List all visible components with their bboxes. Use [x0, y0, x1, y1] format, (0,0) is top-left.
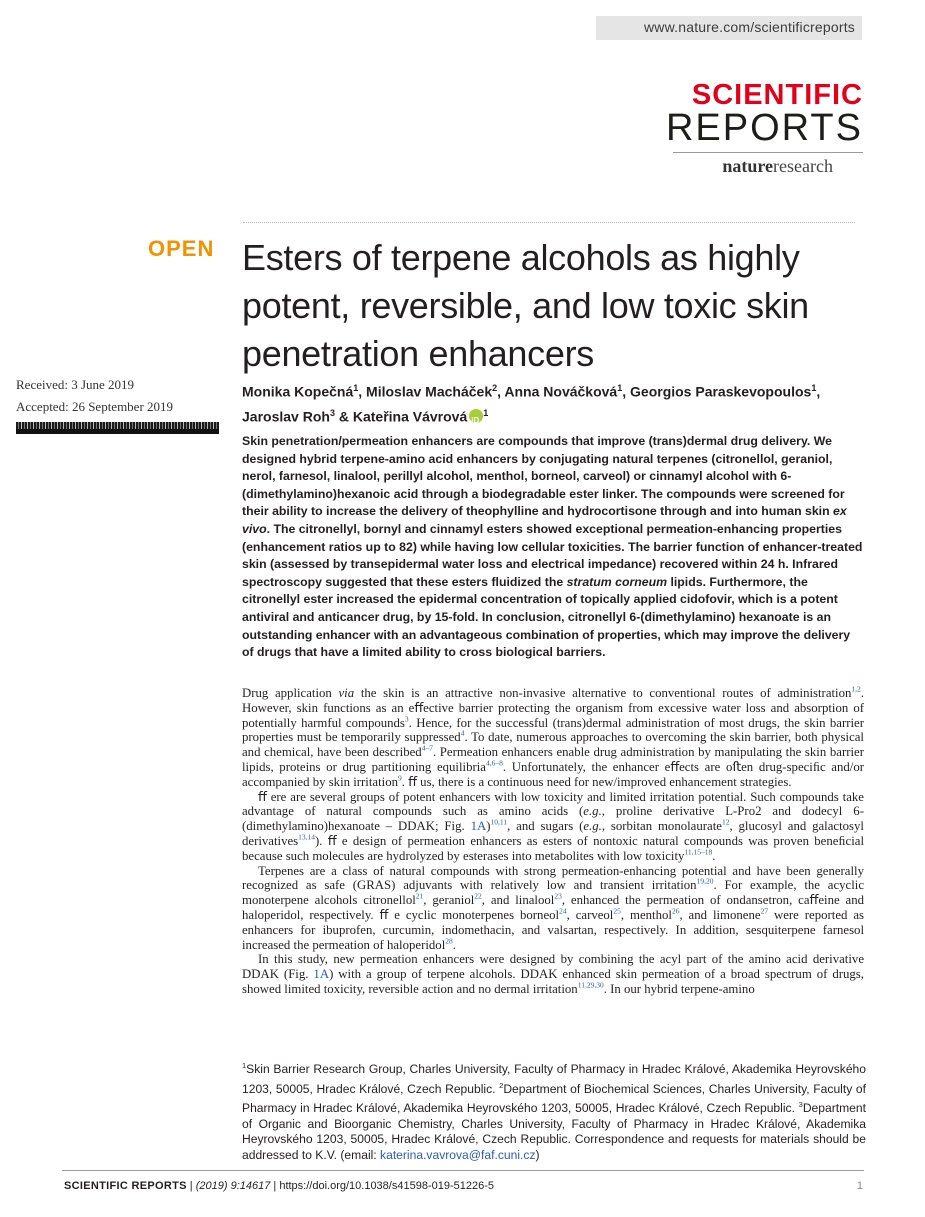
author-name[interactable]: Anna Nováčková [504, 383, 618, 400]
citation-ref[interactable]: 21 [415, 891, 424, 901]
abstract-text: lipids. Furthermore, the citronellyl ester increased the epidermal concentration of topically applied cidofovir, which is a potent antiviral and anticancer drug, by 15-fold. In conclusion, citronellyl 6-(dimethylamino) hexanoate is an outstanding enhancer with an advantageous combination of properties, which may improve the delivery of drugs that have a limited ability to cross biological barriers. [242, 574, 851, 660]
citation-ref[interactable]: 13,14 [298, 832, 316, 842]
citation-ref[interactable]: 23 [554, 891, 562, 901]
citation-ref[interactable]: 19,20 [696, 877, 714, 887]
affiliation-ref: 2 [492, 383, 498, 393]
article-body [242, 686, 864, 997]
author-list: Monika Kopečná$^1$, Miloslav Macháček$^2$, Anna Nováčková$^1$, Georgios Paraskevopoulos$^1$, Jaroslav Roh$^3$ & Kateřina VávrováiD $^1$ [242, 378, 852, 427]
citation-ref[interactable]: 4 [460, 729, 465, 739]
affiliation-ref: 1 [811, 383, 817, 393]
received-date: Received: 3 June 2019 [16, 377, 135, 392]
citation-ref[interactable]: 11,15–18 [684, 847, 713, 857]
footer-journal: SCIENTIFIC REPORTS [64, 1180, 187, 1192]
citation-ref[interactable]: 27 [760, 906, 769, 916]
author-name[interactable]: Jaroslav Roh [242, 408, 330, 425]
orcid-icon[interactable] [469, 409, 483, 423]
citation-ref[interactable]: 25 [613, 906, 621, 916]
citation-ref[interactable]: 11,29,30 [577, 980, 604, 990]
logo-publisher [666, 156, 833, 177]
logo-scientific: SCIENTIFIC [691, 79, 863, 111]
body-paragraph: Drug application via the skin is an attractive non-invasive alternative to conventional routes of administration$^{1,2}$. However, skin functions as an eﬀective barrier protecting the organism from excessive water loss and absorption of potentially harmful compounds$^3$. Hence, for the successful (trans)dermal administration of most drugs, the skin barrier properties must be temporarily suppressed$^4$. To date, numerous approaches to overcoming the skin barrier, both physical and chemical, have been described$^{4-7}$. Permeation enhancers enable drug administration by manipulating the skin barrier lipids, proteins or drug partitioning equilibria$^{4,6-8}$. Unfortunately, the enhancer eﬀects are oﬅen drug-speciﬁc and/or accompanied by skin irritation$^9$. ﬀ us, there is a continuous need for new/improved enhancement strategies. [242, 684, 865, 789]
logo-reports: REPORTS [665, 107, 863, 149]
abstract-text: Skin penetration/permeation enhancers are compounds that improve (trans)dermal drug delivery. We designed hybrid terpene-amino acid enhancers by conjugating natural terpenes (citronellol, geraniol, nerol, farnesol, linalool, perillyl alcohol, menthol, borneol, carveol) or cinnamyl alcohol with 6-(dimethylamino)hexanoic acid through a biodegradable ester linker. The compounds were screened for their ability to increase the delivery of theophylline and hydrocortisone through and into human skin [242, 434, 845, 519]
author-name[interactable]: Monika Kopečná [242, 383, 354, 400]
footer-doi[interactable]: | https://doi.org/10.1038/s41598-019-51226-5 [270, 1180, 494, 1192]
accepted-date: Accepted: 26 September 2019 [16, 399, 174, 414]
author-name[interactable]: Miloslav Macháček [366, 383, 493, 400]
correspondence-email[interactable]: katerina.vavrova@faf.cuni.cz [380, 1148, 536, 1163]
decorative-bar [16, 422, 219, 434]
body-paragraph: In this study, new permeation enhancers were designed by combining the acyl part of the amino acid derivative DDAK (Fig. 1A) with a group of terpene alcohols. DDAK enhanced skin permeation of a broad spectrum of drugs, showed limited toxicity, reversible action and no dermal irritation$^{11,29,30}$. In our hybrid terpene-amino [242, 952, 864, 996]
affiliation-ref: 1 [483, 407, 489, 418]
abstract-italic: stratum corneum [566, 574, 668, 589]
logo-publisher-research: research [773, 156, 833, 176]
abstract-text: . The citronellyl, bornyl and cinnamyl esters showed exceptional permeation-enhancing properties (enhancement ratios up to 82) while having low cellular toxicities. The barrier function of enhancer-treated skin (assessed by transepidermal water loss and electrical impedance) recovered within 24 h. Infrared spectroscopy suggested that these esters fluidized the [242, 521, 863, 589]
affiliations: $^1$Skin Barrier Research Group, Charles University, Faculty of Pharmacy in Hradec Králové, Akademika Heyrovského 1203, 50005, Hradec Králové, Czech Republic. $^2$Department of Biochemical Sciences, Charles University, Faculty of Pharmacy in Hradec Králové, Akademika Heyrovského 1203, 50005, Hradec Králové, Czech Republic. $^3$Department of Organic and Bioorganic Chemistry, Charles University, Faculty of Pharmacy in Hradec Králové, Akademika Heyrovského 1203, 50005, Hradec Králové, Czech Republic. Correspondence and requests for materials should be addressed to K.V. (email: katerina.vavrova@faf.cuni.cz) [242, 1061, 866, 1163]
page-footer: SCIENTIFIC REPORTS | (2019) 9:14617 | https://doi.org/10.1038/s41598-019-51226-5 [64, 1180, 494, 1192]
open-access-badge: OPEN [148, 236, 215, 261]
figure-link[interactable]: 1A [470, 819, 487, 834]
footer-citation: (2019) 9:14617 [195, 1180, 271, 1192]
abstract [242, 433, 864, 662]
citation-ref[interactable]: 9 [398, 773, 402, 783]
citation-ref[interactable]: 24 [559, 906, 567, 916]
abstract-italic: ex vivo [242, 504, 847, 536]
footer-divider [62, 1170, 864, 1171]
body-paragraph: Terpenes are a class of natural compounds with strong permeation-enhancing potential and have been generally recognized as safe (GRAS) adjuvants with relatively low and transient irritation$^{19,20}$. For example, the acyclic monoterpene alcohols citronellol$^{21}$, geraniol$^{22}$, and linalool$^{23}$, enhanced the permeation of ondansetron, caﬀeine and haloperidol, respectively. ﬀ e cyclic monoterpenes borneol$^{24}$, carveol$^{25}$, menthol$^{26}$, and limonene$^{27}$ were reported as enhancers for ibuprofen, curcumin, indomethacin, and valsartan, respectively. In addition, sesquiterpene farnesol increased the permeation of haloperidol$^{28}$. [242, 863, 864, 952]
body-paragraph: ﬀ ere are several groups of potent enhancers with low toxicity and limited irritation potential. Such compounds take advantage of natural compounds such as amino acids (e.g., proline derivative L-Pro2 and dodecyl 6-(dimethylamino)hexanoate – DDAK; Fig. 1A)$^{10,11}$, and sugars (e.g., sorbitan monolaurate$^{12}$, glucosyl and galactosyl derivatives$^{13,14}$). ﬀ e design of permeation enhancers as esters of nontoxic natural compounds was proven beneﬁcial because such molecules are hydrolyzed by esterases into metabolites with low toxicity$^{11,15-18}$. [242, 789, 864, 863]
header-divider [243, 222, 855, 223]
logo-divider [673, 152, 863, 153]
author-name[interactable]: Kateřina Vávrová [352, 408, 468, 425]
citation-ref[interactable]: 10,11 [490, 817, 508, 827]
affiliation-ref: 1 [353, 383, 359, 393]
affiliation-ref: 3 [329, 407, 335, 418]
author-name[interactable]: Georgios Paraskevopoulos [630, 383, 812, 400]
citation-ref[interactable]: 4,6–8 [486, 758, 503, 768]
figure-link[interactable]: 1A [313, 967, 330, 982]
logo-publisher-nature: nature [722, 156, 774, 176]
affiliation-ref: 1 [617, 383, 623, 393]
citation-ref[interactable]: 26 [671, 906, 680, 916]
citation-ref[interactable]: 12 [721, 817, 730, 827]
citation-ref[interactable]: 22 [474, 891, 482, 901]
citation-ref[interactable]: 28 [445, 936, 453, 946]
journal-url[interactable]: www.nature.com/scientificreports [643, 19, 855, 35]
page-number: 1 [856, 1180, 863, 1192]
citation-ref[interactable]: 4–7 [421, 743, 433, 753]
citation-ref[interactable]: 3 [404, 714, 409, 724]
article-title: Esters of terpene alcohols as highly potent, reversible, and low toxic skin penetration enhancers [242, 237, 809, 374]
journal-logo [666, 80, 863, 177]
citation-ref[interactable]: 1,2 [851, 684, 861, 694]
